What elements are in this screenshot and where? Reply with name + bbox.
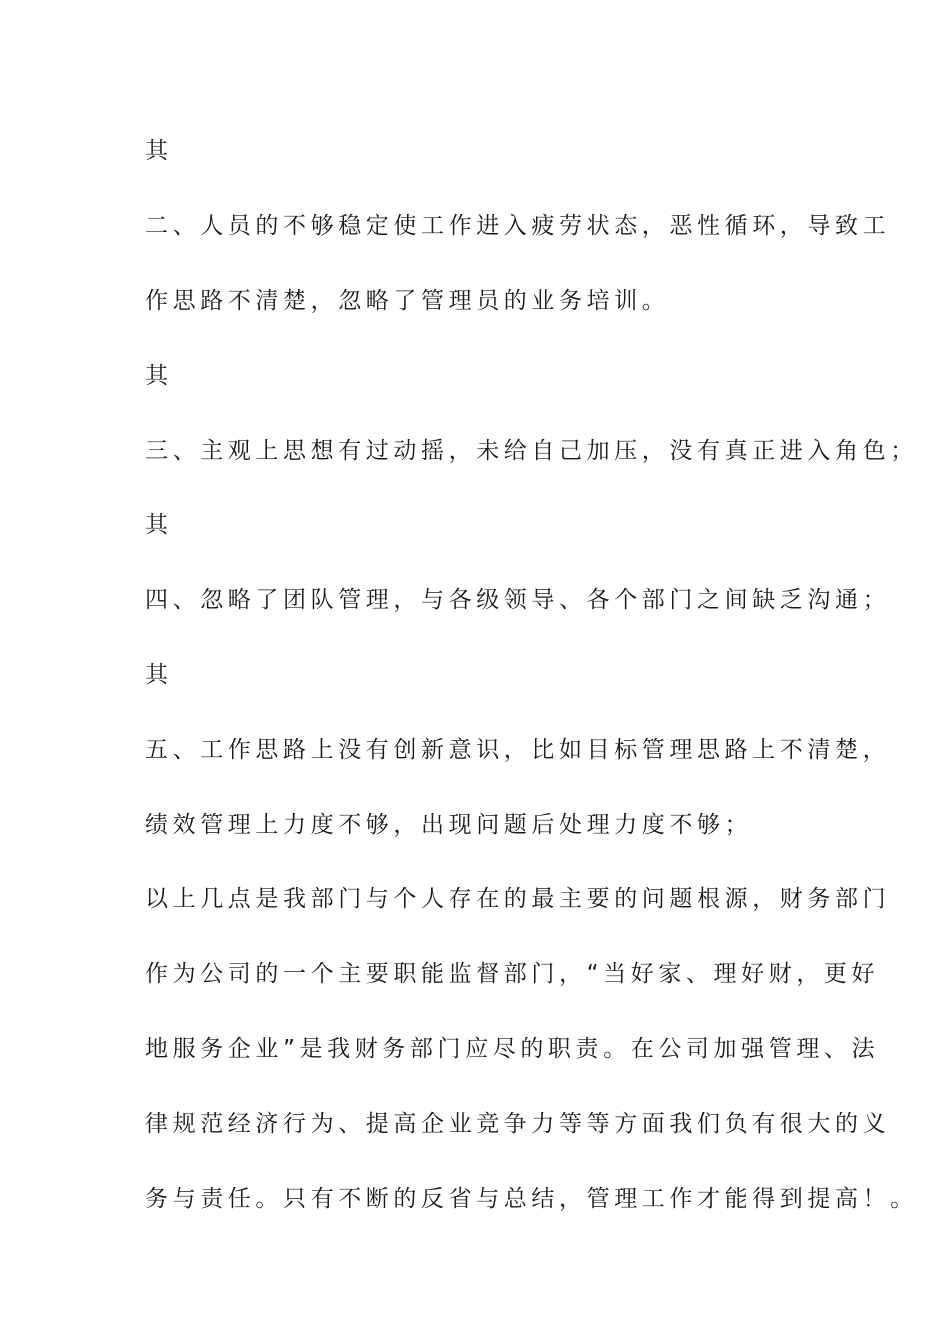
text-line-point-2: 二、人员的不够稳定使工作进入疲劳状态，恶性循环，导致工 (145, 213, 891, 239)
text-line-point-5-cont: 绩效管理上力度不够，出现问题后处理力度不够； (145, 812, 753, 838)
text-line-qi-1: 其 (145, 138, 173, 164)
text-line-point-2-cont: 作思路不清楚，忽略了管理员的业务培训。 (145, 288, 670, 314)
text-line-summary-2: 作为公司的一个主要职能监督部门，“当好家、理好财，更好 (145, 961, 880, 987)
text-line-summary-5: 务与责任。只有不断的反省与总结，管理工作才能得到提高！。 (145, 1186, 918, 1212)
text-line-qi-3: 其 (145, 512, 173, 538)
text-line-point-5: 五、工作思路上没有创新意识，比如目标管理思路上不清楚， (145, 737, 891, 763)
text-line-point-3: 三、主观上思想有过动摇，未给自己加压，没有真正进入角色； (145, 438, 918, 464)
text-line-point-4: 四、忽略了团队管理，与各级领导、各个部门之间缺乏沟通； (145, 587, 891, 613)
text-line-summary-4: 律规范经济行为、提高企业竞争力等等方面我们负有很大的义 (145, 1111, 891, 1137)
text-line-summary-1: 以上几点是我部门与个人存在的最主要的问题根源，财务部门 (145, 886, 891, 912)
text-line-qi-2: 其 (145, 363, 173, 389)
text-line-summary-3: 地服务企业”是我财务部门应尽的职责。在公司加强管理、法 (145, 1036, 880, 1062)
text-line-qi-4: 其 (145, 662, 173, 688)
